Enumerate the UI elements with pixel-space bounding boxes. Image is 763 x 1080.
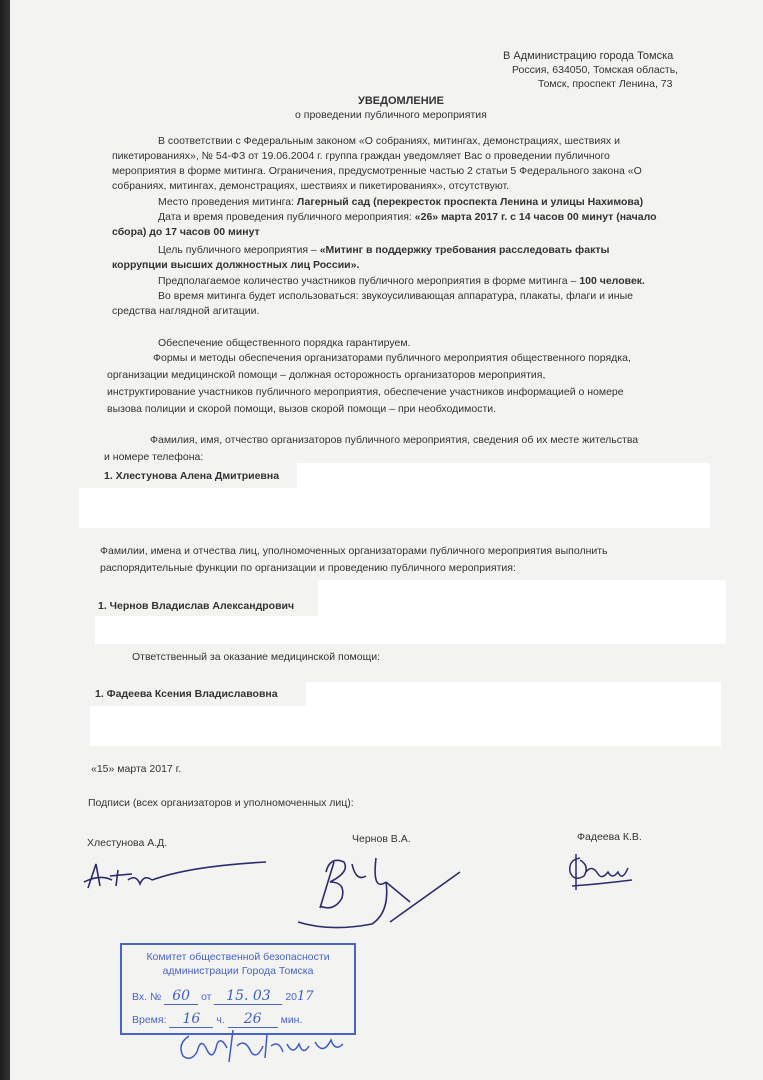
redaction-box bbox=[90, 706, 721, 746]
stamp-minute-value: 26 bbox=[243, 1011, 262, 1027]
document-title: УВЕДОМЛЕНИЕ bbox=[358, 95, 444, 107]
authorized-label-1: Фамилии, имена и отчества лиц, уполномоченных организаторами публичного мероприятия выполнить bbox=[100, 545, 608, 557]
stamp-year-value: 17 bbox=[297, 989, 314, 1004]
signature-chernov bbox=[290, 852, 470, 934]
redaction-box bbox=[318, 580, 726, 620]
goal-value-1: «Митинг в поддержку требования расследовать факты bbox=[319, 244, 610, 256]
place-label: Место проведения митинга: bbox=[158, 196, 294, 208]
redaction-box bbox=[79, 488, 710, 528]
intro-line-4: собраниях, митингах, демонстрациях, шествиях и пикетированиях», отсутствуют. bbox=[112, 180, 510, 192]
datetime-row bbox=[158, 211, 657, 224]
address-line-2: Томск, проспект Ленина, 73 bbox=[538, 78, 673, 90]
datetime-value-2: сбора) до 17 часов 00 минут bbox=[112, 226, 260, 238]
document-date: «15» марта 2017 г. bbox=[91, 763, 182, 775]
organizer-name: 1. Хлестунова Алена Дмитриевна bbox=[104, 470, 280, 482]
medical-name: 1. Фадеева Ксения Владиславовна bbox=[95, 688, 278, 700]
stamp-line-2: администрации Города Томска bbox=[162, 965, 314, 977]
signature-khlestunova bbox=[80, 850, 280, 900]
goal-label: Цель публичного мероприятия – bbox=[158, 244, 317, 256]
goal-row bbox=[158, 244, 609, 257]
count-label: Предполагаемое количество участников публичного мероприятия в форме митинга – bbox=[158, 275, 577, 287]
place-row bbox=[158, 196, 643, 209]
methods-line-1: Формы и методы обеспечения организаторами публичного мероприятия общественного порядка, bbox=[153, 352, 631, 364]
stamp-hour-value: 16 bbox=[182, 1011, 201, 1027]
equipment-line-1: Во время митинга будет использоваться: звукоусиливающая аппаратура, плакаты, флаги и иные bbox=[158, 290, 633, 302]
stamp-time-label: Время: bbox=[132, 1014, 167, 1026]
stamp-date-value: 15. 03 bbox=[226, 988, 271, 1004]
methods-line-4: вызова полиции и скорой помощи, вызов скорой помощи – при необходимости. bbox=[107, 403, 497, 415]
stamp-line-1: Комитет общественной безопасности bbox=[146, 951, 330, 963]
stamp-number-label: Вх. № bbox=[132, 991, 162, 1003]
intro-line-1: В соответствии с Федеральным законом «О собраниях, митингах, демонстрациях, шествиях и bbox=[158, 135, 620, 147]
signer-name-3: Фадеева К.В. bbox=[577, 831, 642, 843]
organizers-label-1: Фамилия, имя, отчество организаторов публичного мероприятия, сведения об их месте жительства bbox=[150, 434, 639, 446]
receiver-signature bbox=[175, 1022, 375, 1072]
intro-line-2: пикетированиях», № 54-ФЗ от 19.06.2004 г. группа граждан уведомляет Вас о проведении публичного bbox=[112, 150, 610, 162]
equipment-line-2: средства наглядной агитации. bbox=[112, 305, 260, 317]
goal-value-2: коррупции высших должностных лиц России». bbox=[112, 259, 360, 271]
place-value: Лагерный сад (перекресток проспекта Ленина и улицы Нахимова) bbox=[296, 196, 644, 208]
intro-line-3: мероприятия в форме митинга. Ограничения, предусмотренные частью 2 статьи 5 Федерального закона «О bbox=[112, 165, 642, 177]
authorized-name: 1. Чернов Владислав Александрович bbox=[98, 600, 295, 612]
authorized-label-2: распорядительные функции по организации и проведению публичного мероприятия: bbox=[100, 562, 516, 574]
stamp-number-row bbox=[132, 988, 314, 1005]
stamp-number-value: 60 bbox=[172, 988, 191, 1004]
count-row bbox=[158, 275, 645, 288]
methods-line-3: инструктирование участников публичного мероприятия, обеспечение участников информацией о номере bbox=[107, 386, 624, 398]
redaction-box bbox=[95, 616, 726, 644]
order-guarantee: Обеспечение общественного порядка гарантируем. bbox=[158, 337, 411, 349]
stamp-minute-unit: мин. bbox=[280, 1014, 303, 1026]
stamp-year: 20 bbox=[285, 991, 298, 1003]
redaction-box bbox=[297, 463, 710, 491]
datetime-label: Дата и время проведения публичного мероприятия: bbox=[158, 211, 412, 223]
signer-name-2: Чернов В.А. bbox=[352, 833, 411, 845]
signer-name-1: Хлестунова А.Д. bbox=[87, 837, 168, 849]
address-line-1: Россия, 634050, Томская область, bbox=[512, 64, 679, 76]
signatures-label: Подписи (всех организаторов и уполномоченных лиц): bbox=[88, 797, 354, 809]
methods-line-2: организации медицинской помощи – должная осторожность организаторов мероприятия, bbox=[107, 369, 546, 381]
stamp-from-label: от bbox=[201, 991, 212, 1003]
document-subtitle: о проведении публичного мероприятия bbox=[295, 109, 487, 121]
organizers-label-2: и номере телефона: bbox=[104, 451, 204, 463]
addressee: В Администрацию города Томска bbox=[503, 50, 674, 62]
signature-fadeeva bbox=[560, 850, 640, 895]
medical-label: Ответственный за оказание медицинской помощи: bbox=[132, 651, 381, 663]
datetime-value-1: «26» марта 2017 г. с 14 часов 00 минут (начало bbox=[414, 211, 657, 223]
count-value: 100 человек. bbox=[579, 275, 645, 287]
stamp-hour-unit: ч. bbox=[216, 1014, 225, 1026]
